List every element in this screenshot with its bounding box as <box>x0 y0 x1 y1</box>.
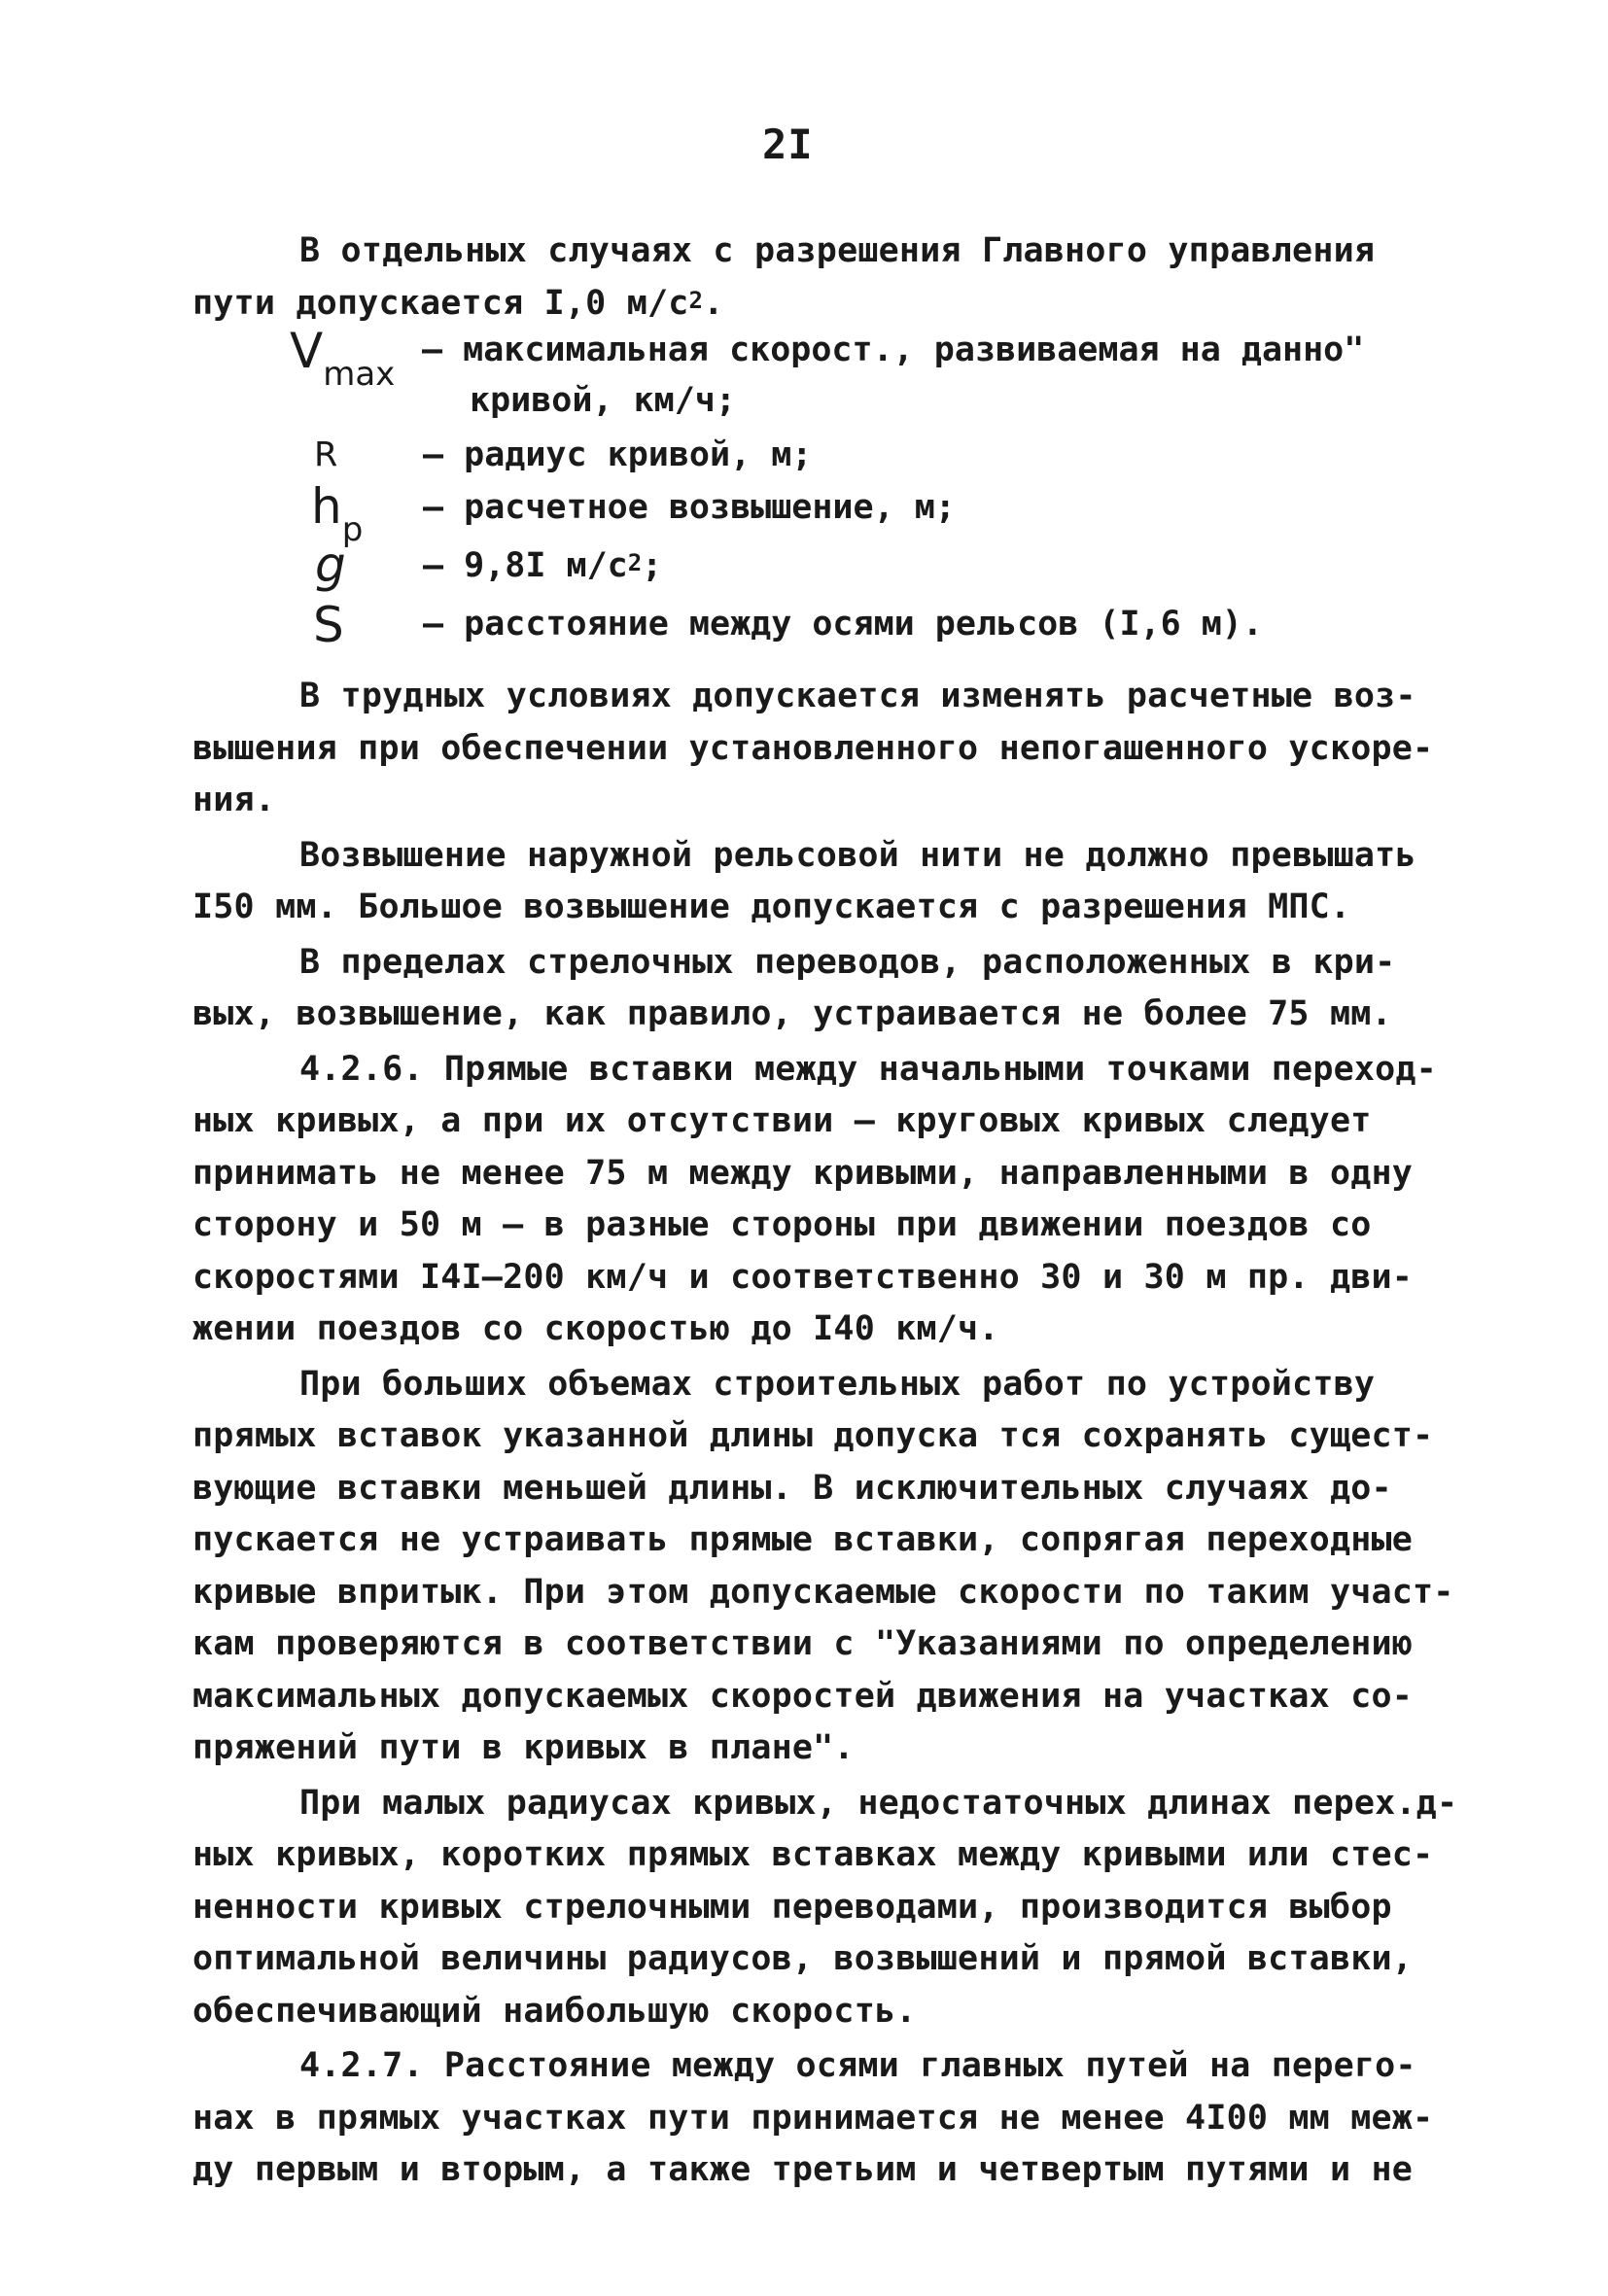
symbol-hp-subscript: p <box>341 510 364 549</box>
symbol-hp <box>311 478 364 549</box>
intro-superscript: 2 <box>688 286 704 314</box>
symbol-vmax-letter: V <box>290 323 324 379</box>
definition-s-text: – расстояние между осями рельсов (I,6 м). <box>423 605 1263 644</box>
body-text <box>192 671 1476 2197</box>
definition-g-superscript: 2 <box>627 549 643 576</box>
definition-vmax-text-2: кривой, км/ч; <box>470 381 736 420</box>
body-line: обеспечивающий наибольшую скорость. <box>192 1991 917 2031</box>
definition-vmax-text: – максимальная скорост., развиваемая на данно" <box>422 330 1365 369</box>
body-line: В пределах стрелочных переводов, расположенных в кри- <box>299 942 1396 982</box>
body-line: пряжений пути в кривых в плане". <box>192 1728 855 1767</box>
intro-line-2-end: . <box>703 283 724 323</box>
body-line: скоростями I4I–200 км/ч и соответственно 30 и 30 м пр. дви- <box>192 1257 1414 1297</box>
body-line: ных кривых, а при их отсутствии – круговых кривых следует <box>192 1101 1372 1140</box>
body-line: вышения при обеспечении установленного непогашенного ускоре- <box>192 728 1434 768</box>
symbol-vmax-subscript: max <box>323 355 396 394</box>
body-line: вующие вставки меньшей длины. В исключительных случаях до- <box>192 1468 1392 1508</box>
body-line: прямых вставок указанной длины допуска тся сохранять сущест- <box>192 1416 1434 1455</box>
intro-line-2 <box>192 278 1476 330</box>
body-line: Возвышение наружной рельсовой нити не должно превышать <box>299 835 1416 875</box>
body-line: пускается не устраивать прямые вставки, сопрягая переходные <box>192 1520 1414 1559</box>
body-line: сторону и 50 м – в разные стороны при движении поездов со <box>192 1205 1372 1244</box>
definition-g-line <box>423 546 662 585</box>
body-line: ния. <box>192 781 276 819</box>
definition-g-text: – 9,8I м/с <box>423 546 628 585</box>
body-line: При малых радиусах кривых, недостаточных длинах перех.д- <box>299 1783 1458 1823</box>
symbol-s: S <box>313 597 344 653</box>
body-line: ных кривых, коротких прямых вставках между кривыми или стес- <box>192 1835 1434 1874</box>
body-line: кривые впритык. При этом допускаемые скорости по таким участ- <box>192 1572 1454 1612</box>
symbol-r: R <box>314 435 338 474</box>
body-line: ду первым и вторым, а также третьим и четвертым путями и не <box>192 2150 1414 2189</box>
body-line: I50 мм. Большое возвышение допускается с разрешения МПС. <box>192 887 1351 926</box>
body-line: 4.2.6. Прямые вставки между начальными точками переход- <box>299 1049 1437 1089</box>
symbol-g: g <box>315 537 346 593</box>
body-line: кам проверяются в соответствии с "Указаниями по определению <box>192 1624 1414 1663</box>
symbol-vmax <box>290 323 396 394</box>
body-line: 4.2.7. Расстояние между осями главных путей на перего- <box>299 2046 1416 2085</box>
body-line: ненности кривых стрелочными переводами, производится выбор <box>192 1887 1392 1927</box>
symbol-hp-letter: h <box>311 478 342 535</box>
body-line: оптимальной величины радиусов, возвышений и прямой вставки, <box>192 1939 1414 1978</box>
intro-line-2-text: пути допускается I,0 м/с <box>192 283 689 323</box>
body-line: нах в прямых участках пути принимается не менее 4I00 мм меж- <box>192 2098 1434 2138</box>
body-line: максимальных допускаемых скоростей движения на участках со- <box>192 1676 1414 1716</box>
body-line: вых, возвышение, как правило, устраивается не более 75 мм. <box>192 994 1392 1033</box>
body-line: При больших объемах строительных работ по устройству <box>299 1364 1376 1404</box>
intro-paragraph <box>192 226 1476 330</box>
intro-line-1: В отдельных случаях с разрешения Главного управления <box>299 231 1376 270</box>
body-line: принимать не менее 75 м между кривыми, направленными в одну <box>192 1153 1414 1193</box>
definition-hp-text: – расчетное возвышение, м; <box>423 488 956 527</box>
definition-r-text: – радиус кривой, м; <box>423 435 813 474</box>
page-number: 2I <box>762 121 814 168</box>
body-line: В трудных условиях допускается изменять расчетные воз- <box>299 677 1416 715</box>
definition-g-end: ; <box>642 546 663 585</box>
body-line: жении поездов со скоростью до I40 км/ч. <box>192 1309 999 1348</box>
